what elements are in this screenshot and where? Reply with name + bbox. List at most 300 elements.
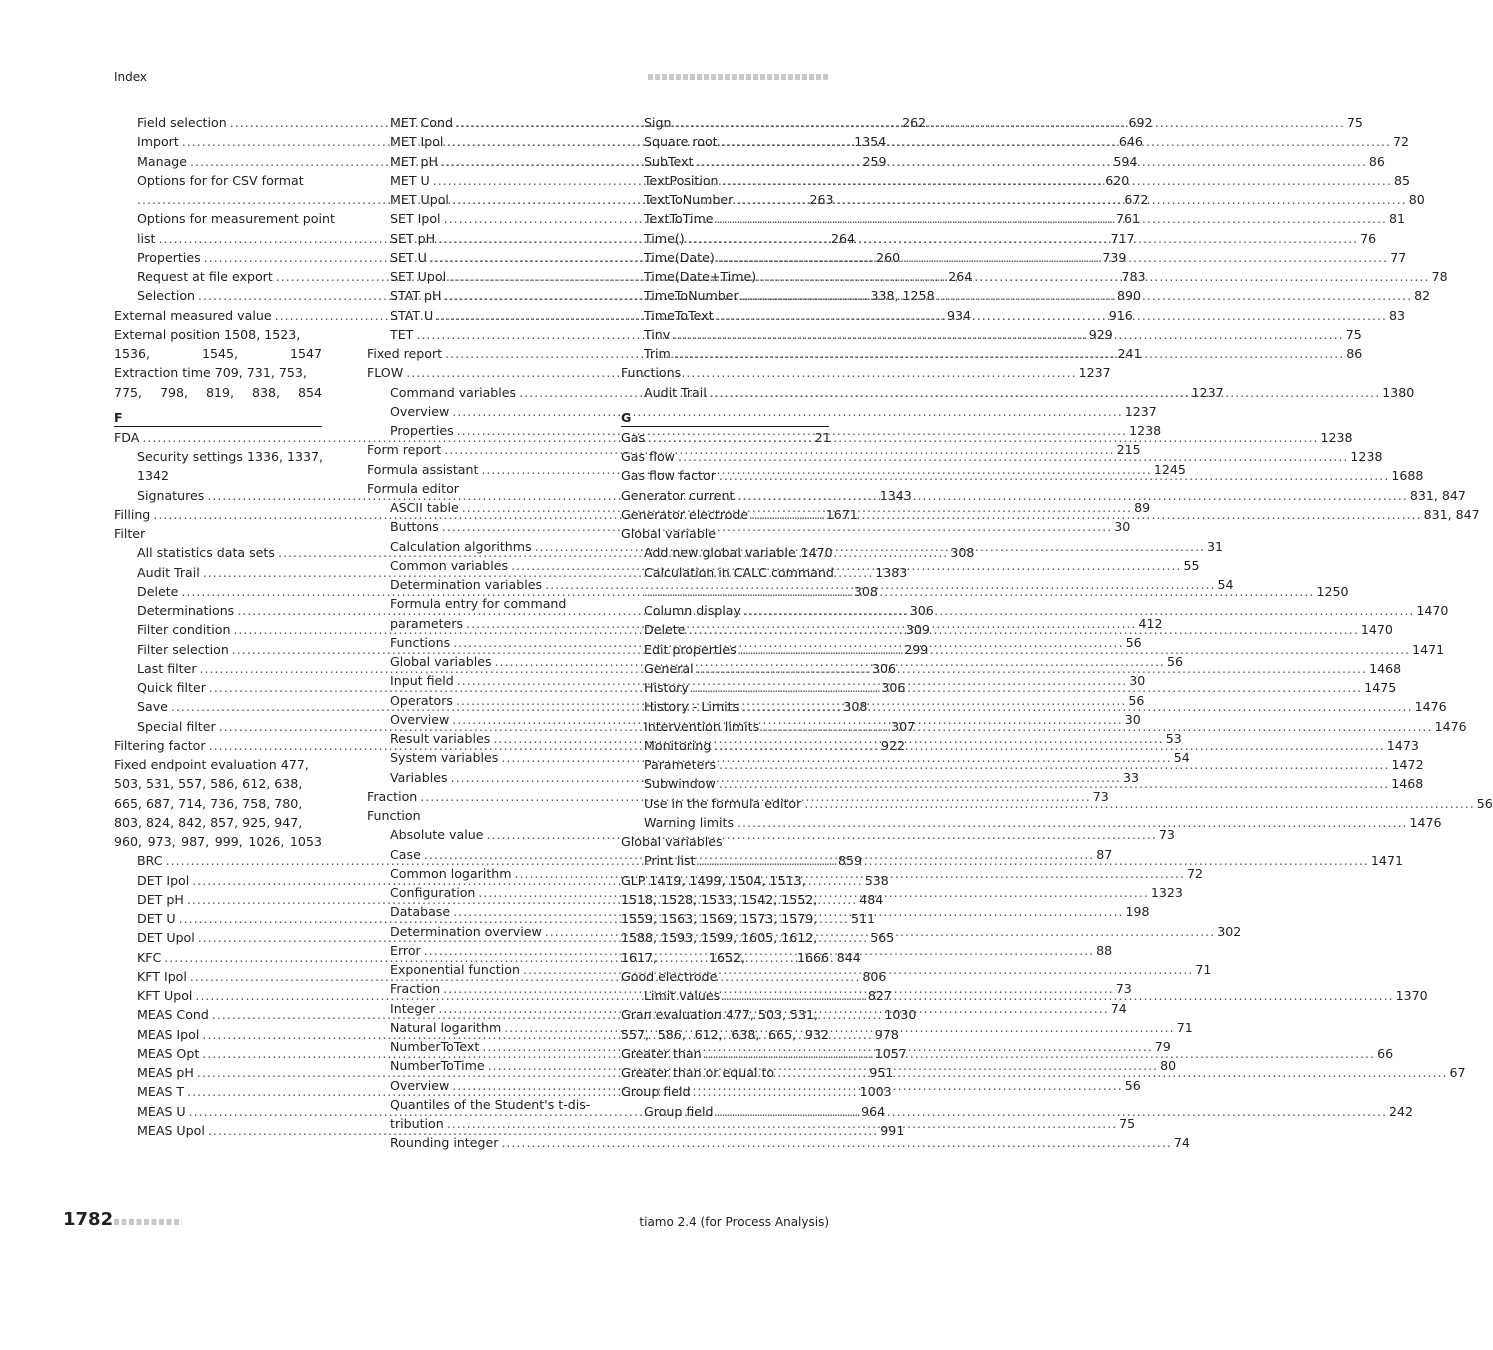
entry-pages: 242 [1388,1103,1414,1119]
entry-pages: 620 [1105,172,1130,188]
page-ref: 1547 [289,346,322,361]
dot-leader [718,248,1388,267]
index-subentry: Options for measurement point [137,211,335,227]
index-entry: 803, 824, 842, 857, 925, 947, [114,814,303,830]
entry-pages: 890 [1116,288,1141,304]
entry-term: TimeToText [644,307,714,323]
entry-pages: 308 [843,699,868,715]
index-entry [621,1025,829,1044]
entry-pages: 978 [874,1026,899,1042]
index-subentry: Security settings 1336, 1337, [137,449,324,464]
dot-leader [736,190,1406,209]
entry-pages: 56 [1166,654,1184,669]
index-subentry [367,402,1157,421]
entry-term: list [137,230,156,246]
entry-term: History - Limits [644,699,740,715]
entry-term: Audit Trail [137,564,200,580]
index-entry: Formula editor [367,480,459,496]
dot-leader [511,556,1181,575]
entry-term: DET Upol [137,930,195,946]
entry-term: Gas [621,429,646,445]
dot-leader [504,1018,1174,1037]
entry-term: SubText [644,153,694,169]
entry-term: Operators [390,692,453,708]
entry-term: Rounding integer [390,1135,499,1151]
entry-pages: 412 [1138,615,1163,631]
page-ref: 1026, [248,834,285,849]
page-ref: 960, [114,834,143,849]
page-ref: 665, [768,1026,797,1042]
entry-term: Edit properties [644,641,737,657]
entry-pages: 262 [902,115,927,130]
dot-leader [710,383,1380,402]
entry-pages: 215 [1116,442,1141,458]
entry-term: Filter selection [137,641,229,657]
entry-term: Signatures [137,487,205,503]
entry-term: Import [137,134,179,150]
entry-term: Quick filter [137,680,206,695]
entry-term: FLOW [367,365,404,381]
entry-pages: 54 [1173,750,1190,766]
entry-pages: 89 [1134,500,1151,515]
entry-term: Time(Date+Time) [644,269,757,284]
entry-term: MET U [390,172,430,188]
dot-leader [723,986,1393,1005]
entry-term: DET U [137,911,176,926]
index-entry: Function [367,808,421,823]
dot-leader [717,306,1387,325]
entry-pages: 53 [1165,731,1182,746]
entry-pages: 78 [1431,269,1448,284]
entry-pages: 73 [1115,981,1132,997]
entry-term: Monitoring [644,737,712,753]
entry-pages: 831, 847 [1409,487,1466,503]
entry-pages: 307 [891,718,916,734]
index-entry: Filter [114,526,146,541]
entry-term: Selection [137,288,196,304]
entry-pages: 85 [1393,172,1410,188]
entry-term: TextToTime [644,211,714,227]
entry-term: parameters [390,615,464,631]
entry-pages: 86 [1368,153,1385,169]
entry-pages: 73 [1092,788,1109,804]
page-ref: 798, [159,384,189,400]
dot-leader [688,229,1358,248]
entry-term: Trim [644,346,671,361]
dot-leader [674,344,1344,363]
entry-term: Print list [644,853,696,869]
entry-pages: 1475 [1364,680,1397,695]
entry-term: Command variables [390,384,517,400]
entry-term: Warning limits [644,814,735,830]
entry-term: Manage [137,153,188,169]
entry-pages: 1250 [1316,583,1349,599]
entry-term: MEAS pH [137,1065,194,1080]
index-entry: Group field [621,1084,691,1100]
index-entry: 1588, 1593, 1599, 1605, 1612, [621,930,818,946]
entry-pages: 761 [1116,211,1141,227]
entry-pages: 198 [1125,904,1150,920]
index-entry [114,383,322,402]
entry-term: Use in the formula editor [644,795,802,811]
dot-leader [722,171,1392,190]
entry-pages: 30 [1129,673,1146,689]
index-subentry [367,1133,1190,1152]
entry-term: Functions [390,634,451,650]
entry-term: Delete [644,622,686,638]
entry-pages: 1003 [859,1084,892,1100]
entry-term: Database [390,904,451,920]
page-ref: 838, [251,384,280,400]
entry-pages: 1688 [1391,468,1424,484]
entry-pages: 79 [1154,1039,1171,1054]
index-entry [114,832,322,851]
page-ref: 1652, [708,949,746,965]
index-subentry: Options for for CSV format [137,172,304,188]
entry-pages: 1471 [1412,641,1445,657]
entry-term: MEAS Opt [137,1045,200,1061]
entry-pages: 75 [1119,1116,1136,1131]
entry-term: Column display [644,603,741,618]
entry-pages: 1468 [1391,776,1424,792]
entry-pages: 1671 [825,506,858,522]
entry-pages: 54 [1217,577,1234,592]
index-entry: Fixed endpoint evaluation 477, [114,757,309,772]
entry-pages: 1380 [1382,384,1415,400]
entry-pages: 1383 [875,564,908,580]
entry-pages: 299 [904,641,929,657]
entry-term: FDA [114,429,140,445]
entry-pages: 260 [876,249,901,265]
dot-leader [688,620,1358,639]
entry-term: Generator current [621,487,735,503]
entry-pages: 87 [1096,846,1113,862]
page-ref: 1053 [289,834,322,849]
entry-pages: 308 [853,583,878,599]
entry-term: History [644,680,689,695]
entry-pages: 72 [1393,134,1410,150]
entry-pages: 306 [881,680,906,695]
entry-pages: 1237 [1124,403,1157,419]
entry-term: Buttons [390,519,439,535]
entry-pages: 21 [814,429,831,445]
dot-leader [744,601,1414,620]
entry-term: Properties [390,423,454,438]
entry-pages: 1476 [1414,699,1447,715]
entry-pages: 1030 [884,1007,917,1023]
entry-pages: 1468 [1369,660,1402,676]
header-decor-bar [648,74,829,80]
index-subentry [621,813,1442,832]
entry-term: STAT U [390,307,434,323]
entry-term: Error [390,942,421,958]
entry-term: SET pH [390,230,436,246]
entry-pages: 1238 [1350,449,1383,464]
entry-pages: 264 [948,269,973,284]
entry-pages: 75 [1345,326,1362,342]
entry-term: MEAS U [137,1103,186,1119]
entry-pages: 241 [1117,346,1142,361]
entry-pages: 1473 [1386,737,1419,753]
entry-term: Absolute value [390,827,484,843]
entry-term: MEAS Upol [137,1122,205,1138]
index-entry [621,948,829,967]
entry-term: Global variables [390,654,492,669]
entry-term: Save [137,699,168,715]
dot-leader [721,132,1391,151]
entry-pages: 484 [859,891,884,907]
page-ref: 1536, [114,346,151,361]
entry-term: Greater than or equal to [621,1065,775,1080]
dot-leader [673,325,1343,344]
entry-term: Last filter [137,660,197,676]
entry-term: Tinv [644,326,671,342]
index-subentry [621,543,833,562]
dot-leader [719,755,1389,774]
entry-term: Time() [644,230,685,246]
index-entry: 665, 687, 714, 736, 758, 780, [114,795,303,811]
entry-term: NumberToTime [390,1058,485,1074]
entry-term: ASCII table [390,500,459,515]
entry-term: Add new global variable [644,545,796,561]
entry-pages: 1238 [1129,423,1162,438]
dot-leader [719,774,1389,793]
entry-pages: 88 [1096,942,1113,958]
entry-pages: 80 [1408,192,1425,207]
entry-pages: 263 [809,192,834,207]
page-ref: 932 [804,1026,829,1042]
dot-leader [696,152,1366,171]
entry-pages: 844 [836,949,861,965]
entry-pages: 951 [869,1065,894,1080]
entry-term: KFT Ipol [137,968,187,984]
entry-pages: 56 [1128,692,1145,708]
entry-term: Generator electrode [621,506,749,522]
entry-pages: 565 [870,930,895,946]
entry-pages: 859 [838,853,863,869]
entry-term: Request at file export [137,269,273,284]
entry-term: Calculation algorithms [390,538,532,554]
entry-term: Greater than [621,1045,702,1061]
entry-pages: 33 [1123,769,1140,785]
entry-term: Determinations [137,603,235,618]
dot-leader [742,697,1412,716]
entry-term: Fixed report [367,346,443,361]
entry-pages: 71 [1176,1019,1193,1035]
entry-pages: 1238 [1320,429,1353,445]
entry-pages: 67 [1449,1065,1466,1080]
running-header-title: Index [114,70,148,84]
entry-term: MET Cond [390,115,453,130]
entry-pages: 1472 [1391,757,1424,772]
footer-document-title: tiamo 2.4 (for Process Analysis) [639,1215,829,1229]
entry-pages: 1237 [1191,384,1224,400]
entry-term: Overview [390,711,450,727]
entry-pages: 964 [861,1103,886,1119]
page-ref: 819, [205,384,235,400]
dot-leader [759,267,1429,286]
entry-pages: 55 [1183,557,1200,573]
entry-pages: 1323 [1150,885,1183,900]
entry-pages: 31 [1207,538,1224,554]
dot-leader [717,1102,1387,1121]
page-ref: 586, [657,1026,686,1042]
entry-term: Properties [137,249,201,265]
entry-term: Time(Date) [644,249,715,265]
entry-pages: 934 [947,307,972,323]
entry-term: Common variables [390,557,509,573]
dot-leader [740,640,1410,659]
section-letter-heading: G [621,411,829,427]
entry-pages: 806 [862,968,887,984]
entry-term: Limit values [644,988,721,1003]
entry-term: DET Ipol [137,872,190,888]
entry-term: DET pH [137,891,184,907]
index-entry: Gran evaluation 477, 503, 531, [621,1007,819,1023]
entry-term: MEAS Ipol [137,1026,200,1042]
entry-term: TextPosition [644,172,719,188]
entry-pages: 1245 [1153,461,1186,477]
entry-term: Subwindow [644,776,716,792]
entry-term: Exponential function [390,962,520,977]
entry-pages: 66 [1377,1045,1394,1061]
entry-pages: 717 [1110,230,1135,246]
entry-pages: 1057 [874,1045,907,1061]
index-entry: GLP 1419, 1499, 1504, 1513, [621,872,806,888]
entry-term: MET Upol [390,192,449,207]
entry-pages: 831, 847 [1423,506,1480,522]
entry-term: KFT Upol [137,988,193,1003]
entry-pages: 1470 [1360,622,1393,638]
entry-term: Determination overview [390,923,542,939]
entry-pages: 80 [1160,1058,1177,1074]
entry-term: Case [390,846,421,862]
entry-pages: 739 [1102,249,1127,265]
entry-pages: 922 [881,737,906,753]
index-entry: Extraction time 709, 731, 753, [114,365,307,381]
entry-term: Intervention limits [644,718,760,734]
entry-pages: 783 [1121,269,1146,284]
entry-term: TextToNumber [644,192,734,207]
index-subentry: Calculation in CALC command [644,564,834,580]
entry-term: SET Ipol [390,211,441,227]
entry-pages: 1476 [1409,814,1442,830]
entry-term: Form report [367,442,442,458]
page-ref: 999, [214,834,243,849]
dot-leader [737,486,1407,505]
dot-leader [719,466,1389,485]
page-ref: 854 [297,384,322,400]
index-entry: Good electrode [621,968,718,984]
entry-term: Configuration [390,885,476,900]
entry-term: KFC [137,949,162,965]
entry-pages: 73 [1158,827,1175,843]
index-entry: 1559, 1563, 1569, 1573, 1579, [621,911,818,926]
footer-decor-bar [114,1219,182,1225]
entry-pages: 264 [830,230,855,246]
dot-leader [742,286,1412,305]
index-entry: 1518, 1528, 1533, 1542, 1552, [621,891,818,907]
index-entry: 503, 531, 557, 586, 612, 638, [114,776,303,792]
entry-term: Field selection [137,115,227,130]
index-entry: Global variable [621,526,716,541]
entry-pages: 672 [1124,192,1149,207]
dot-leader [697,659,1367,678]
entry-pages: 82 [1414,288,1431,304]
index-subentry: Formula entry for command [390,596,567,612]
dot-leader [644,582,1314,601]
entry-term: Filtering factor [114,737,206,753]
entry-term: All statistics data sets [137,545,275,561]
entry-pages: 302 [1217,923,1242,939]
entry-pages: 306 [871,660,897,676]
entry-pages: 308 [950,545,975,561]
dot-leader [648,428,1318,447]
index-subentry: 1342 [137,468,170,484]
entry-pages: 259 [862,153,887,169]
dot-leader [804,794,1474,813]
entry-pages: 83 [1388,307,1406,323]
page-number: 1782 [63,1209,114,1230]
entry-pages: 1370 [1395,988,1428,1003]
entry-term: Gas flow factor [621,468,716,484]
entry-pages: 646 [1118,134,1143,150]
page-ref: 775, [114,384,143,400]
entry-pages: 991 [880,1122,905,1138]
page-ref: 1666 [796,949,829,965]
entry-term: General [644,660,694,676]
page-ref: 638, [731,1026,760,1042]
entry-term: Result variables [390,731,491,746]
entry-pages: 1354 [854,134,887,150]
entry-pages: 76 [1360,230,1377,246]
entry-term: BRC [137,853,163,869]
dot-leader [692,678,1362,697]
entry-term: STAT pH [390,288,442,304]
index-entry [114,344,322,363]
entry-pages: 30 [1114,519,1131,535]
entry-term: Sign [644,115,672,130]
entry-pages: 81 [1388,211,1406,227]
entry-pages: 1237 [1078,365,1111,381]
dot-leader [698,851,1368,870]
dot-leader [714,736,1384,755]
entry-pages: 75 [1346,115,1363,130]
page-ref: 1617, [621,949,658,965]
entry-term: Overview [390,403,450,419]
entry-term: Parameters [644,757,717,772]
entry-pages: 74 [1110,1000,1127,1016]
entry-pages: 929 [1088,326,1113,342]
entry-pages: 538 [864,872,889,888]
entry-term: NumberToText [390,1039,480,1054]
entry-term: MET pH [390,153,438,169]
index-entry: Global variables [621,834,723,849]
entry-pages: 56 [1476,795,1493,811]
entry-term: MET Ipol [390,134,444,150]
entry-term: Variables [390,769,448,785]
entry-term: TimeToNumber [644,288,739,304]
entry-term: Special filter [137,718,216,734]
page-ref: 987, [181,834,210,849]
entry-pages: 86 [1346,346,1363,361]
entry-pages: 77 [1390,249,1407,265]
dot-leader [674,113,1344,132]
section-letter-heading: F [114,411,322,427]
index-entry: External position 1508, 1523, [114,326,301,342]
entry-pages: 827 [867,988,892,1003]
entry-term: Fraction [390,981,441,997]
